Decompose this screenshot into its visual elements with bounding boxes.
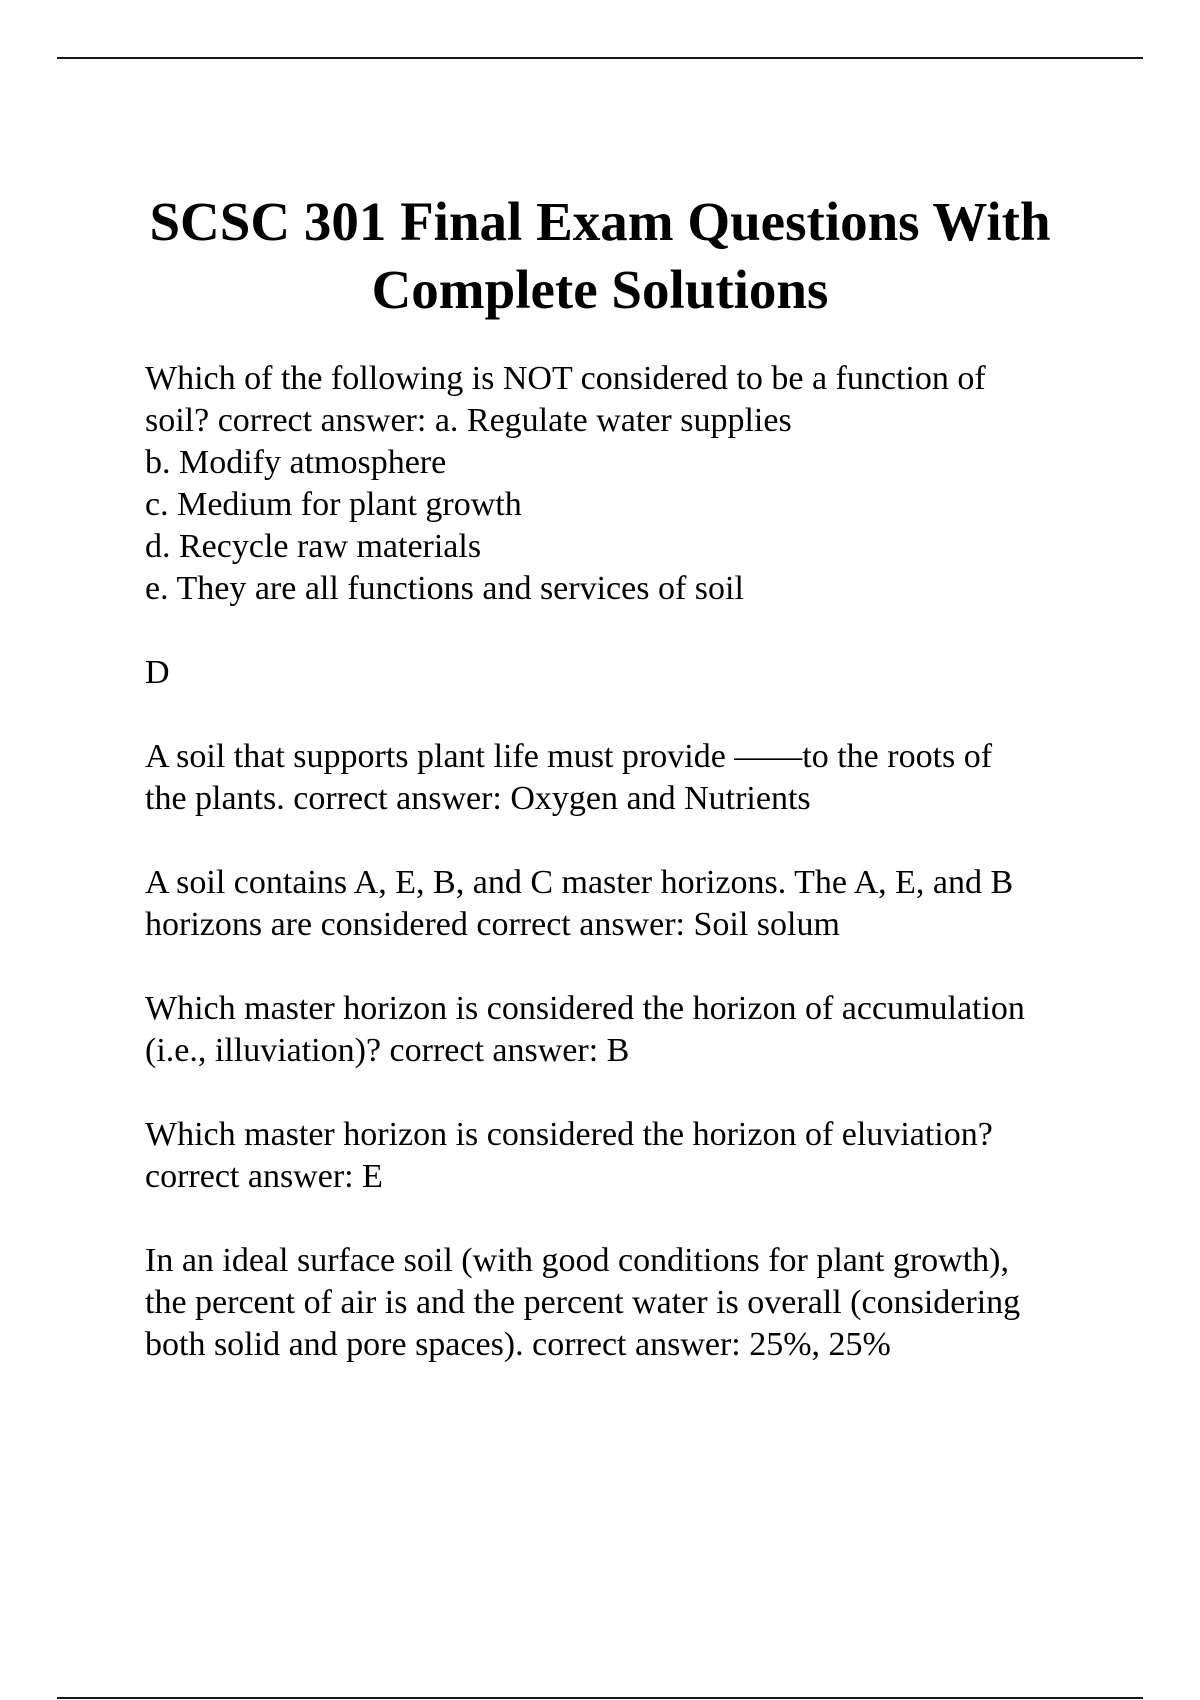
text-line: Which of the following is NOT considered to be a function of	[145, 360, 986, 397]
text-line: A soil contains A, E, B, and C master horizons. The A, E, and B	[145, 864, 1014, 901]
text-line: d. Recycle raw materials	[145, 528, 482, 565]
text-line: In an ideal surface soil (with good conditions for plant growth),	[145, 1242, 1009, 1279]
question-block	[145, 652, 1145, 694]
question-block	[145, 1114, 1145, 1198]
title-line-2: Complete Solutions	[371, 259, 829, 320]
bottom-divider	[57, 1697, 1143, 1699]
text-line: horizons are considered correct answer: Soil solum	[145, 906, 840, 943]
text-line: soil? correct answer: a. Regulate water supplies	[145, 402, 792, 439]
text-line: e. They are all functions and services of soil	[145, 570, 744, 607]
question-block	[145, 988, 1145, 1072]
top-divider	[57, 57, 1143, 59]
title-line-1: SCSC 301 Final Exam Questions With	[149, 191, 1051, 252]
text-line: Which master horizon is considered the horizon of accumulation	[145, 990, 1025, 1027]
question-block	[145, 358, 1145, 610]
text-line: D	[145, 654, 170, 691]
question-block	[145, 736, 1145, 820]
text-line: b. Modify atmosphere	[145, 444, 447, 481]
text-line: (i.e., illuviation)? correct answer: B	[145, 1032, 630, 1069]
text-line: A soil that supports plant life must provide ——to the roots of	[145, 738, 993, 775]
text-line: the plants. correct answer: Oxygen and Nutrients	[145, 780, 811, 817]
question-list	[145, 358, 1145, 1408]
question-block	[145, 1240, 1145, 1366]
question-block	[145, 862, 1145, 946]
text-line: both solid and pore spaces). correct answer: 25%, 25%	[145, 1326, 891, 1363]
text-line: Which master horizon is considered the horizon of eluviation?	[145, 1116, 993, 1153]
text-line: c. Medium for plant growth	[145, 486, 522, 523]
text-line: the percent of air is and the percent water is overall (considering	[145, 1284, 1021, 1321]
page-title	[100, 188, 1100, 324]
text-line: correct answer: E	[145, 1158, 383, 1195]
